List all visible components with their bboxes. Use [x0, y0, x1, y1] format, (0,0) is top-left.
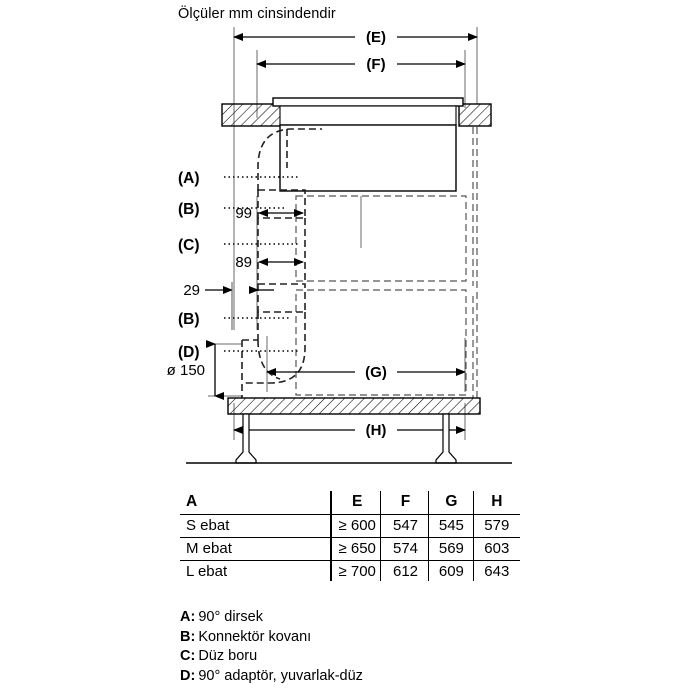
table-divider-3	[428, 491, 429, 581]
drawer-upper	[296, 196, 466, 281]
legend-key-b: B:	[180, 628, 196, 645]
table-divider-2	[380, 491, 381, 581]
table-row	[180, 515, 520, 538]
table-row	[180, 561, 520, 584]
legend-item-b	[180, 628, 363, 648]
cell-s-H: 579	[474, 515, 520, 538]
table-row	[180, 538, 520, 561]
units-note: Ölçüler mm cinsindendir	[178, 6, 336, 22]
cell-m-F: 574	[382, 538, 429, 561]
extension-lines	[208, 27, 477, 440]
dimension-G-label: (G)	[365, 364, 387, 381]
callout-B-upper: (B)	[178, 201, 200, 218]
col-head-F: F	[400, 493, 411, 510]
dimensions-table	[180, 491, 520, 583]
cabinet-legs	[236, 414, 456, 463]
row-label-s: S ebat	[180, 515, 333, 538]
col-head-E: E	[352, 493, 363, 510]
callout-D: (D)	[178, 344, 200, 361]
parts-legend	[180, 608, 363, 686]
cell-l-F: 612	[382, 561, 429, 584]
cell-l-H: 643	[474, 561, 520, 584]
callout-B-lower: (B)	[178, 311, 200, 328]
cell-l-E: ≥ 700	[333, 561, 382, 584]
callout-A: (A)	[178, 170, 200, 187]
row-label-l: L ebat	[180, 561, 333, 584]
legend-text-a: 90° dirsek	[198, 609, 263, 625]
measurement-99: 99	[235, 205, 252, 222]
legend-text-d: 90° adaptör, yuvarlak-düz	[198, 667, 363, 684]
measurement-29: 29	[183, 282, 200, 299]
cooktop-appliance	[273, 98, 463, 191]
dimension-89	[235, 254, 303, 271]
legend-key-d: D:	[180, 667, 196, 684]
dimension-H	[234, 422, 465, 439]
measurement-89: 89	[235, 254, 252, 271]
dimension-F-label: (F)	[366, 56, 386, 73]
legend-text-b: Konnektör kovanı	[198, 628, 312, 645]
legend-text-c: Düz boru	[198, 648, 258, 664]
legend-key-a: A:	[180, 609, 196, 625]
cell-m-E: ≥ 650	[333, 538, 382, 561]
cell-l-G: 609	[429, 561, 473, 584]
cell-s-E: ≥ 600	[333, 515, 382, 538]
dimension-H-label: (H)	[365, 422, 387, 439]
dimension-G	[267, 364, 465, 381]
dimension-E-label: (E)	[366, 29, 386, 46]
worktop-right	[459, 104, 491, 126]
legend-key-c: C:	[180, 648, 196, 664]
dimension-F	[257, 56, 465, 73]
row-label-m: M ebat	[180, 538, 333, 561]
legend-item-a	[180, 608, 363, 628]
cell-s-F: 547	[382, 515, 429, 538]
col-head-H: H	[491, 493, 503, 510]
dimension-E	[234, 29, 477, 46]
legend-item-c	[180, 647, 363, 667]
callout-C: (C)	[178, 237, 200, 254]
measurement-diameter-150: ø 150	[166, 362, 205, 379]
legend-item-d	[180, 667, 363, 687]
table-divider-4	[473, 491, 474, 581]
col-head-G: G	[445, 493, 458, 510]
cell-s-G: 545	[429, 515, 473, 538]
cell-m-G: 569	[429, 538, 473, 561]
table-divider-1	[330, 491, 332, 581]
cell-m-H: 603	[474, 538, 520, 561]
base-shelf	[228, 398, 480, 414]
col-head-A: A	[186, 493, 198, 510]
table-header-row	[180, 491, 520, 515]
cabinet-outline-outer	[473, 127, 477, 398]
